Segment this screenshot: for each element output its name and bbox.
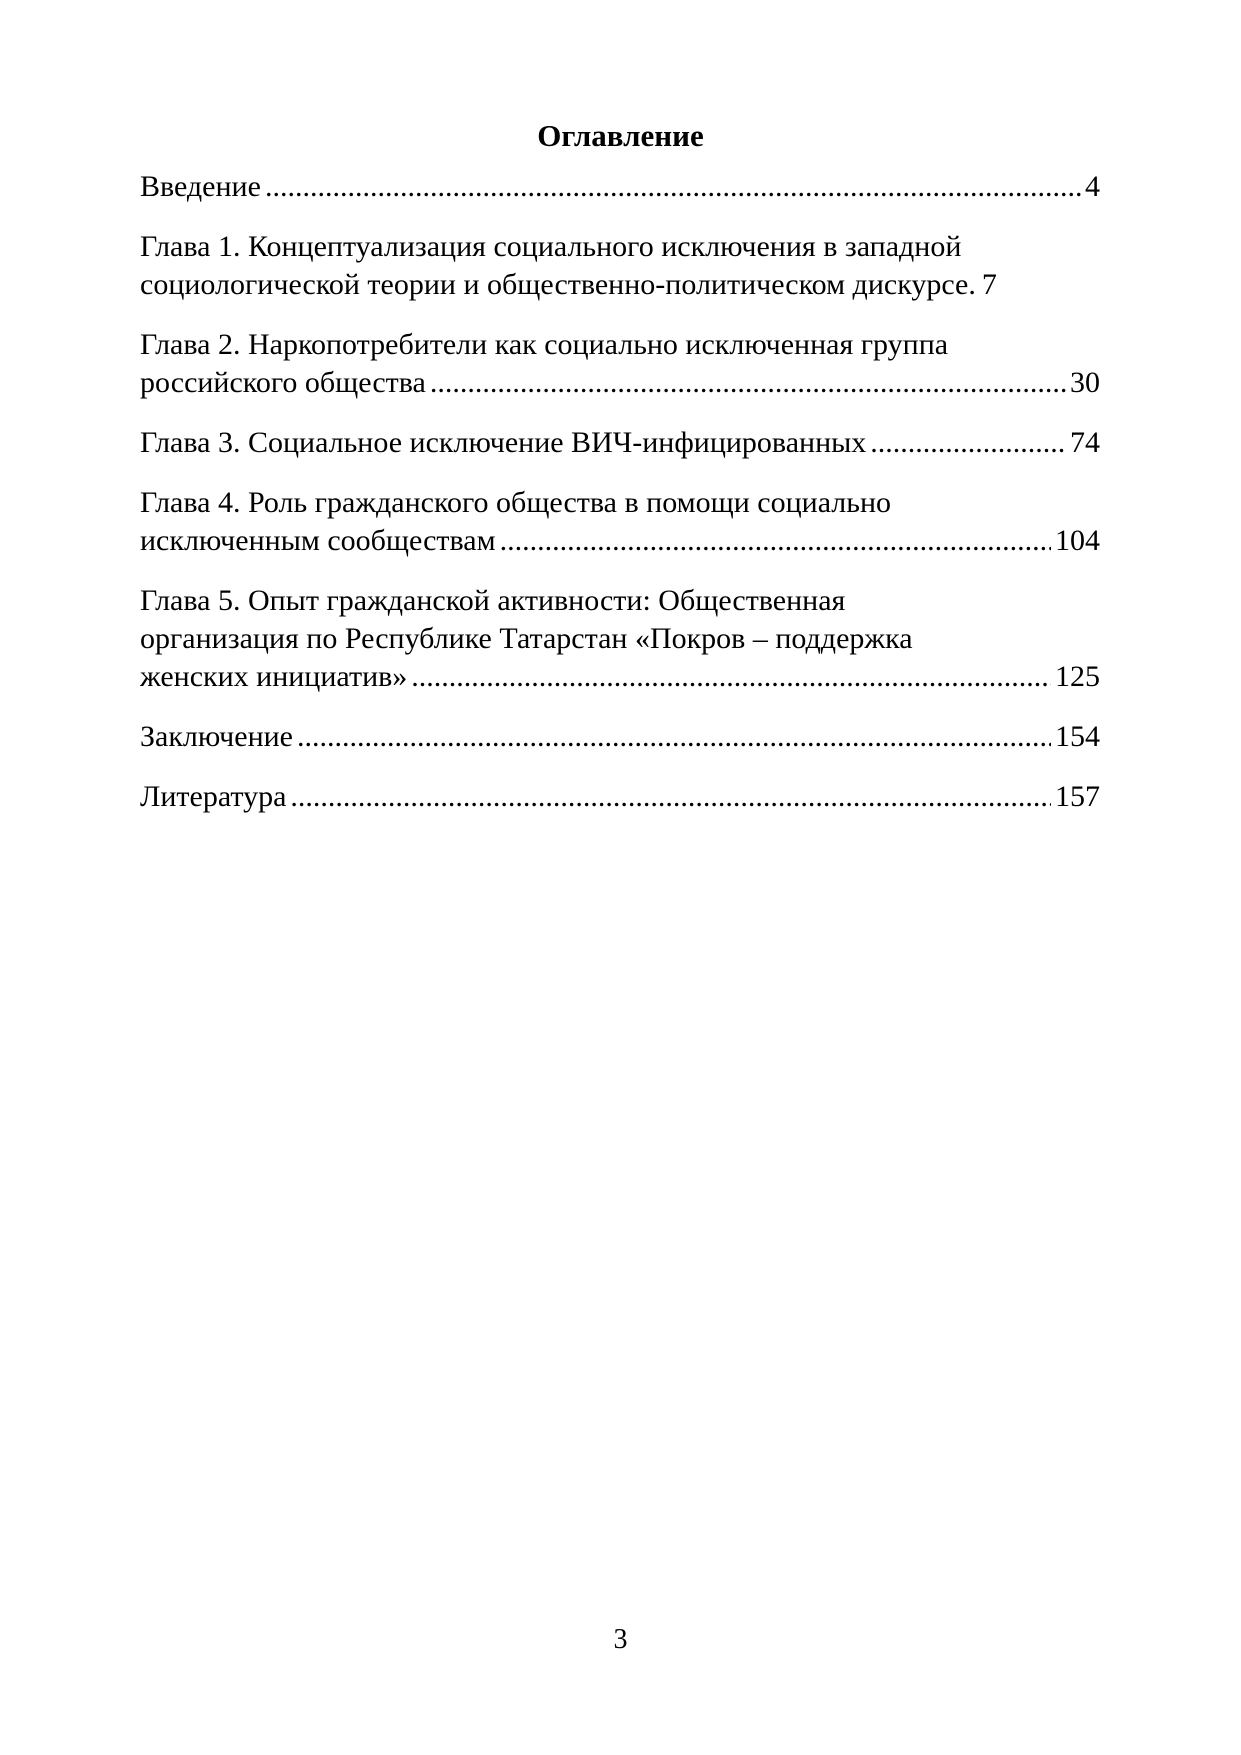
toc-entry-text: Глава 3. Социальное исключение ВИЧ-инфицированных <box>140 426 867 459</box>
toc-entry-chapter-4[interactable] <box>140 484 1100 560</box>
toc-entry-line <box>140 168 1100 206</box>
table-of-contents <box>140 168 1100 838</box>
toc-entry-text: женских инициатив» <box>140 660 408 693</box>
toc-page-number: 30 <box>1070 366 1100 399</box>
toc-entry-conclusion[interactable] <box>140 718 1100 756</box>
toc-entry-line: Глава 4. Роль гражданского общества в помощи социально <box>140 486 891 519</box>
toc-entry-introduction[interactable] <box>140 168 1100 206</box>
toc-entry-text: Литература <box>140 780 287 813</box>
toc-entry-line <box>140 424 1100 462</box>
toc-page-number: 125 <box>1055 660 1100 693</box>
toc-page-number: 104 <box>1055 524 1100 557</box>
toc-page-number: 157 <box>1055 780 1100 813</box>
toc-entry-literature[interactable] <box>140 778 1100 816</box>
toc-entry-line <box>140 522 1100 560</box>
dot-leader <box>411 658 1051 696</box>
toc-entry-chapter-3[interactable] <box>140 424 1100 462</box>
toc-entry-line: Глава 1. Концептуализация социального исключения в западной <box>140 230 962 263</box>
toc-entry-text: исключенным сообществам <box>140 524 496 557</box>
toc-entry-chapter-5[interactable] <box>140 582 1100 696</box>
dot-leader <box>265 168 1081 206</box>
toc-entry-line: Глава 2. Наркопотребители как социально исключенная группа <box>140 328 949 361</box>
toc-title: Оглавление <box>537 118 704 153</box>
dot-leader <box>430 364 1066 402</box>
toc-entry-line <box>140 718 1100 756</box>
toc-entry-text: Введение <box>140 170 261 203</box>
toc-entry-line <box>140 364 1100 402</box>
toc-entry-chapter-1[interactable] <box>140 228 1100 304</box>
dot-leader <box>500 522 1051 560</box>
toc-entry-text: Заключение <box>140 720 293 753</box>
toc-page-number: 74 <box>1070 426 1100 459</box>
toc-entry-chapter-2[interactable] <box>140 326 1100 402</box>
toc-entry-line: организация по Республике Татарстан «Покров – поддержка <box>140 622 913 655</box>
toc-entry-text: российского общества <box>140 366 426 399</box>
toc-entry-line <box>140 266 1100 304</box>
toc-entry-line <box>140 778 1100 816</box>
page-number: 3 <box>613 1624 628 1655</box>
toc-entry-text: социологической теории и общественно-политическом дискурсе. <box>140 268 976 301</box>
toc-entry-line: Глава 5. Опыт гражданской активности: Общественная <box>140 584 846 617</box>
toc-entry-line <box>140 658 1100 696</box>
toc-page-number: 4 <box>1085 170 1100 203</box>
toc-page-number: 7 <box>981 268 997 301</box>
toc-page-number: 154 <box>1055 720 1100 753</box>
dot-leader <box>290 778 1051 816</box>
dot-leader <box>297 718 1051 756</box>
dot-leader <box>870 424 1066 462</box>
